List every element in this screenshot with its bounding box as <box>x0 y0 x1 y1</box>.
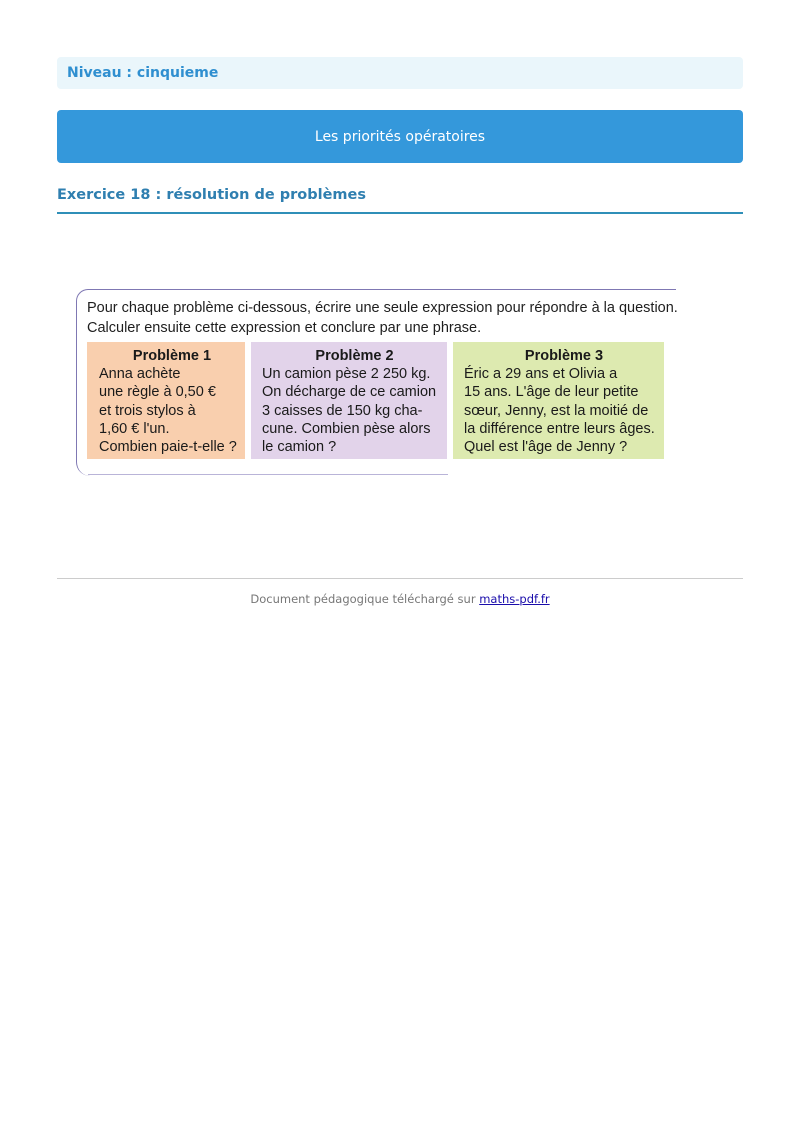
instruction-line: Pour chaque problème ci-dessous, écrire une seule expression pour répondre à la question. <box>87 300 678 316</box>
problem-text-line: 3 caisses de 150 kg cha- <box>262 402 423 419</box>
problem-text-line: et trois stylos à <box>99 402 196 419</box>
problem-title: Problème 3 <box>524 348 604 364</box>
problem-text-line: la différence entre leurs âges. <box>464 420 655 437</box>
problem-text-line: Combien paie-t-elle ? <box>99 439 237 456</box>
problem-text-line: 15 ans. L'âge de leur petite <box>464 384 639 401</box>
footer-site-link[interactable]: maths-pdf.fr <box>479 592 550 606</box>
problem-card-2 <box>251 342 447 459</box>
exercise-frame-bottom <box>88 474 448 475</box>
problem-card-1 <box>87 342 245 459</box>
footer-text: Document pédagogique téléchargé sur <box>250 592 480 606</box>
problem-text-line: sœur, Jenny, est la moitié de <box>464 402 649 419</box>
problem-title: Problème 1 <box>132 348 212 364</box>
problem-text-line: le camion ? <box>262 439 337 456</box>
footer-divider <box>57 578 743 579</box>
problem-text-line: Un camion pèse 2 250 kg. <box>262 366 431 383</box>
instruction-line: Calculer ensuite cette expression et conclure par une phrase. <box>87 320 482 336</box>
lesson-title-banner: Les priorités opératoires <box>57 110 743 163</box>
problem-text-line: 1,60 € l'un. <box>99 420 170 437</box>
problem-card-3 <box>453 342 664 459</box>
problem-text-line: Éric a 29 ans et Olivia a <box>464 366 618 383</box>
exercise-instructions <box>87 298 677 338</box>
footer <box>57 592 743 606</box>
exercise-title: Exercice 18 : résolution de problèmes <box>57 186 743 214</box>
problem-text-line: On décharge de ce camion <box>262 384 437 401</box>
problem-text-line: cune. Combien pèse alors <box>262 420 431 437</box>
problem-text-line: Quel est l'âge de Jenny ? <box>464 439 628 456</box>
level-label: Niveau : cinquieme <box>57 57 743 89</box>
problem-text-line: Anna achète <box>99 366 181 383</box>
problem-title: Problème 2 <box>315 348 394 364</box>
problem-text-line: une règle à 0,50 € <box>99 384 216 401</box>
